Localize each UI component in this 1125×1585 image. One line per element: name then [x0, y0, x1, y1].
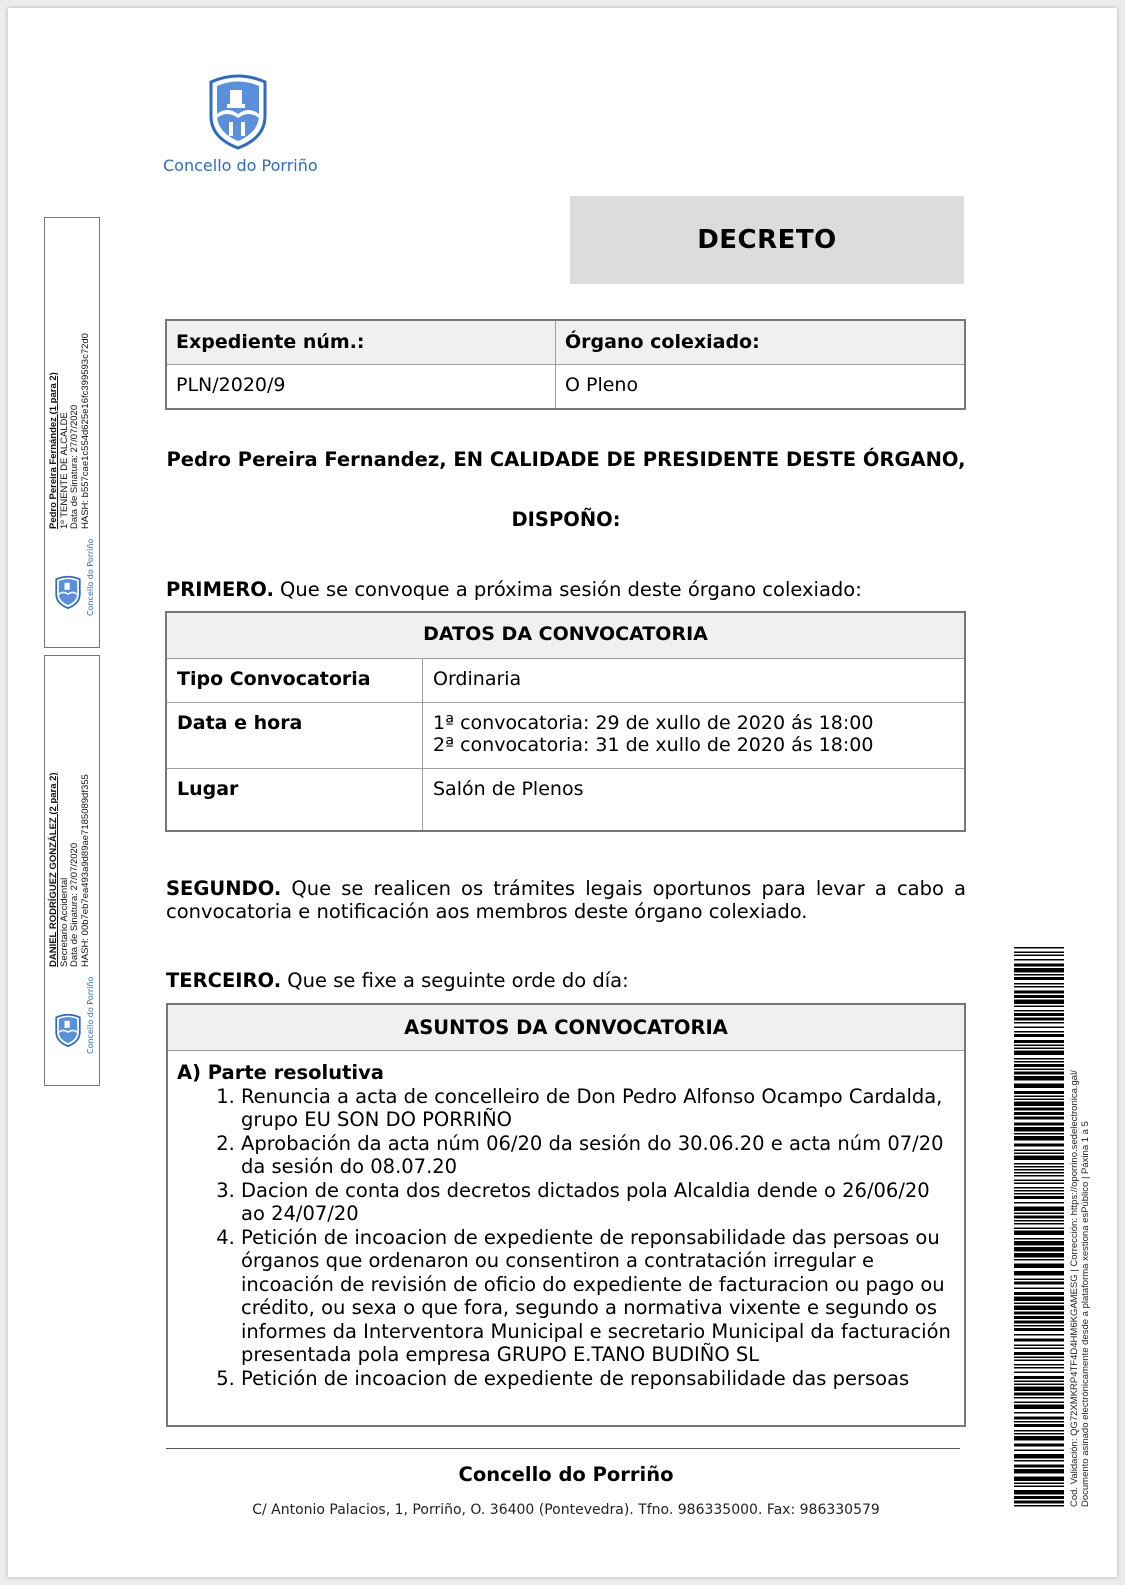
barcode-stripe — [1014, 1483, 1064, 1485]
barcode-stripe — [1014, 1117, 1064, 1120]
barcode-stripe — [1014, 964, 1064, 967]
barcode-stripe — [1014, 1112, 1064, 1115]
barcode-stripe — [1014, 1169, 1064, 1171]
expediente-table — [166, 320, 965, 409]
barcode-stripe — [1014, 1328, 1064, 1331]
asuntos-table — [166, 1003, 966, 1427]
barcode-stripe — [1014, 1360, 1064, 1362]
barcode-stripe — [1014, 1096, 1064, 1098]
footer-divider — [166, 1448, 960, 1449]
primero-label: PRIMERO. — [166, 578, 274, 601]
validation-line-2: Documento asinado electrónicamente desde a plataforma xestiona esPúblico | Páxina 1 a 5 — [1080, 1121, 1091, 1507]
primero-text: Que se convoque a próxima sesión deste órgano colexiado: — [273, 578, 862, 601]
signature-box-1: Pedro Pereira Fernández (1 para 2) 1º TENENTE DE ALCALDE Data de Sinatura: 27/07/2020 HASH: b557cae1c554d625e16fc399593c72d0 Concello do Porriño — [44, 217, 100, 648]
barcode-stripe — [1014, 1444, 1064, 1447]
list-item: 4. Petición de incoacion de expediente de reponsabilidade das persoas ou órganos que ordenaron ou consentiron a contratación irregular e incoación de revisión de oficio do expediente de facturacion ou pago ou crédito, ou sexa o que fora, segundo a normativa vixente e segundo os informes da Interventora Municipal e secretario Municipal da facturación presentada pola empresa GRUPO E.TANO BUDIÑO SL — [241, 1226, 954, 1367]
mini-coat-of-arms-icon — [52, 575, 84, 609]
barcode-stripe — [1014, 1477, 1064, 1482]
terceiro-label: TERCEIRO. — [166, 969, 282, 992]
barcode-stripe — [1014, 1193, 1064, 1195]
barcode-stripe — [1014, 968, 1064, 973]
data-value-first: 1ª convocatoria: 29 de xullo de 2020 ás 18:00 — [433, 712, 874, 734]
barcode-stripe — [1014, 1123, 1064, 1126]
barcode-stripe — [1014, 1306, 1064, 1311]
footer-address: C/ Antonio Palacios, 1, Porriño, O. 36400 (Pontevedra). Tfno. 986335000. Fax: 986330579 — [252, 1502, 880, 1518]
list-item: 5. Petición de incoacion de expediente de reponsabilidade das persoas — [241, 1367, 954, 1391]
barcode-stripe — [1014, 1486, 1064, 1488]
mini-coat-of-arms-icon — [52, 1013, 84, 1047]
barcode-stripe — [1014, 1501, 1064, 1504]
barcode-stripe — [1014, 1460, 1064, 1462]
barcode-stripe — [1014, 1018, 1064, 1021]
tipo-label: Tipo Convocatoria — [167, 659, 423, 703]
barcode-stripe — [1014, 1505, 1064, 1507]
barcode-stripe — [1014, 1325, 1064, 1327]
barcode-stripe — [1014, 1465, 1064, 1468]
barcode-stripe — [1014, 1144, 1064, 1147]
barcode-stripe — [1014, 1010, 1064, 1012]
data-label: Data e hora — [167, 703, 423, 769]
primero-paragraph — [166, 578, 966, 601]
lugar-value: Salón de Plenos — [423, 769, 965, 831]
barcode-stripe — [1014, 1187, 1064, 1189]
barcode-stripe — [1014, 1288, 1064, 1290]
barcode-stripe — [1014, 1345, 1064, 1347]
barcode-stripe — [1014, 1180, 1064, 1182]
barcode-stripe — [1014, 1279, 1064, 1281]
barcode-stripe — [1014, 1312, 1064, 1315]
barcode-stripe — [1014, 1316, 1064, 1319]
barcode-stripe — [1014, 1213, 1064, 1215]
barcode-stripe — [1014, 1357, 1064, 1359]
barcode-stripe — [1014, 1412, 1064, 1414]
expediente-value: PLN/2020/9 — [167, 365, 556, 409]
barcode-stripe — [1014, 1405, 1064, 1410]
expediente-label: Expediente núm.: — [167, 321, 556, 365]
coat-of-arms-icon — [203, 72, 273, 150]
organo-label: Órgano colexiado: — [556, 321, 965, 365]
barcode-stripe — [1014, 952, 1064, 954]
barcode-stripe — [1014, 1031, 1064, 1033]
barcode-stripe — [1014, 1027, 1064, 1029]
barcode-stripe — [1014, 1321, 1064, 1324]
barcode-stripe — [1014, 1216, 1064, 1219]
barcode-stripe — [1014, 1436, 1064, 1441]
barcode-stripe — [1014, 1433, 1064, 1435]
barcode-stripe — [1014, 1064, 1064, 1067]
signature-role-2: Secretario Accidental — [58, 877, 70, 967]
barcode-stripe — [1014, 1241, 1064, 1246]
barcode-stripe — [1014, 1367, 1064, 1369]
document-type-title: DECRETO — [697, 225, 837, 255]
barcode-stripe — [1014, 986, 1064, 988]
convocatoria-header-row — [167, 613, 965, 659]
barcode-stripe — [1014, 1156, 1064, 1161]
validation-text — [1069, 1070, 1091, 1507]
list-item: 1. Renuncia a acta de concelleiro de Don Pedro Alfonso Ocampo Cardalda, grupo EU SON DO PORRIÑO — [241, 1085, 954, 1132]
barcode-stripe — [1014, 1127, 1064, 1132]
terceiro-paragraph — [166, 969, 966, 992]
data-value-second: 2ª convocatoria: 31 de xullo de 2020 ás 18:00 — [433, 734, 874, 756]
barcode-stripe — [1014, 1006, 1064, 1008]
barcode-stripe — [1014, 1292, 1064, 1295]
barcode-stripe — [1014, 1136, 1064, 1141]
barcode-stripe — [1014, 995, 1064, 998]
barcode-stripe — [1014, 947, 1064, 949]
barcode-stripe — [1014, 1048, 1064, 1050]
barcode-stripe — [1014, 1150, 1064, 1152]
segundo-text: Que se realicen os trámites legais oportunos para levar a cabo a convocatoria e notificación aos membros deste órgano colexiado. — [166, 877, 966, 923]
convocatoria-title: DATOS DA CONVOCATORIA — [167, 613, 965, 659]
barcode-stripe — [1014, 1264, 1064, 1269]
barcode-stripe — [1014, 1364, 1064, 1366]
barcode-stripe — [1014, 1022, 1064, 1024]
barcode-stripe — [1014, 1196, 1064, 1199]
barcode-stripe — [1014, 1424, 1064, 1427]
barcode-stripe — [1014, 1393, 1064, 1396]
barcode-stripe — [1014, 991, 1064, 994]
logo-text: Concello do Porriño — [163, 156, 318, 175]
barcode-stripe — [1014, 1175, 1064, 1177]
barcode-stripe — [1014, 1190, 1064, 1192]
signature-name-1: Pedro Pereira Fernández (1 para 2) — [48, 372, 59, 529]
barcode-stripe — [1014, 1454, 1064, 1459]
barcode-stripe — [1014, 1238, 1064, 1240]
segundo-paragraph — [166, 877, 966, 923]
expediente-value-row — [167, 365, 965, 409]
barcode-stripe — [1014, 1166, 1064, 1168]
barcode-stripe — [1014, 1061, 1064, 1063]
list-item: 3. Dacion de conta dos decretos dictados pola Alcaldia dende o 26/06/20 ao 24/07/20 — [241, 1179, 954, 1226]
barcode-stripe — [1014, 1231, 1064, 1236]
barcode-stripe — [1014, 955, 1064, 957]
signature-hash-2: HASH: 00b7eb7ea493a9d89ae7185089df355 — [79, 774, 91, 967]
barcode-stripe — [1014, 1040, 1064, 1043]
barcode-stripe — [1014, 1387, 1064, 1392]
barcode-stripe — [1014, 1271, 1064, 1276]
barcode — [1014, 947, 1064, 1507]
barcode-stripe — [1014, 1172, 1064, 1174]
barcode-stripe — [1014, 1421, 1064, 1423]
barcode-stripe — [1014, 1000, 1064, 1005]
barcode-stripe — [1014, 1376, 1064, 1379]
convocatoria-table — [166, 612, 965, 831]
document-type-banner — [570, 196, 964, 284]
barcode-stripe — [1014, 1450, 1064, 1452]
barcode-stripe — [1014, 1058, 1064, 1060]
barcode-stripe — [1014, 1297, 1064, 1302]
asuntos-body — [168, 1051, 964, 1390]
barcode-stripe — [1014, 1334, 1064, 1336]
barcode-stripe — [1014, 1228, 1064, 1230]
terceiro-text: Que se fixe a seguinte orde do día: — [281, 969, 629, 992]
barcode-stripe — [1014, 1381, 1064, 1383]
barcode-stripe — [1014, 1045, 1064, 1047]
barcode-stripe — [1014, 1183, 1064, 1185]
barcode-stripe — [1014, 1051, 1064, 1056]
barcode-stripe — [1014, 1282, 1064, 1285]
dispono-heading: DISPOÑO: — [511, 508, 621, 531]
barcode-stripe — [1014, 1072, 1064, 1075]
segundo-label: SEGUNDO. — [166, 877, 282, 900]
lugar-row — [167, 769, 965, 831]
signature-role-1: 1º TENENTE DE ALCALDE — [58, 412, 70, 529]
barcode-stripe — [1014, 959, 1064, 961]
parte-resolutiva-heading: A) Parte resolutiva — [177, 1061, 384, 1084]
barcode-stripe — [1014, 1430, 1064, 1432]
expediente-header-row — [167, 321, 965, 365]
barcode-stripe — [1014, 1133, 1064, 1135]
barcode-stripe — [1014, 1108, 1064, 1111]
barcode-stripe — [1014, 1348, 1064, 1350]
presidente-line: Pedro Pereira Fernandez, EN CALIDADE DE PRESIDENTE DESTE ÓRGANO, — [166, 448, 966, 471]
barcode-stripe — [1014, 1253, 1064, 1258]
organo-value: O Pleno — [556, 365, 965, 409]
barcode-stripe — [1014, 1034, 1064, 1037]
barcode-stripe — [1014, 1469, 1064, 1474]
asuntos-list — [177, 1085, 954, 1391]
barcode-stripe — [1014, 1153, 1064, 1155]
barcode-stripe — [1014, 1384, 1064, 1386]
barcode-stripe — [1014, 1496, 1064, 1499]
barcode-stripe — [1014, 1490, 1064, 1495]
barcode-stripe — [1014, 1402, 1064, 1404]
barcode-stripe — [1014, 1259, 1064, 1261]
barcode-stripe — [1014, 1417, 1064, 1420]
signature-box-2: DANIEL RODRÍGUEZ GONZÁLEZ (2 para 2) Secretario Accidental Data de Sinatura: 27/07/2020 HASH: 00b7eb7ea493a9d89ae7185089df355 Concello do Porriño — [44, 655, 100, 1086]
barcode-stripe — [1014, 1013, 1064, 1016]
barcode-stripe — [1014, 1223, 1064, 1225]
lugar-label: Lugar — [167, 769, 423, 831]
list-item: 2. Aprobación da acta núm 06/20 da sesión do 30.06.20 e acta núm 07/20 da sesión do 08.07.20 — [241, 1132, 954, 1179]
asuntos-title: ASUNTOS DA CONVOCATORIA — [168, 1005, 964, 1051]
barcode-stripe — [1014, 1247, 1064, 1252]
barcode-stripe — [1014, 1091, 1064, 1094]
header-logo — [163, 72, 318, 175]
barcode-stripe — [1014, 1084, 1064, 1089]
barcode-stripe — [1014, 1202, 1064, 1204]
validation-line-1: Cod. Validación: QG72XMKRP4TF4D4HM6KGAMESG | Corrección: https://oporrino.sedelectronica.gal/ — [1069, 1070, 1080, 1507]
barcode-stripe — [1014, 983, 1064, 985]
signature-name-2: DANIEL RODRÍGUEZ GONZÁLEZ (2 para 2) — [48, 772, 59, 967]
barcode-stripe — [1014, 1339, 1064, 1342]
barcode-stripe — [1014, 1303, 1064, 1305]
barcode-stripe — [1014, 974, 1064, 976]
barcode-stripe — [1014, 1076, 1064, 1081]
data-value — [423, 703, 965, 769]
signature-date-1: Data de Sinatura: 27/07/2020 — [69, 404, 80, 529]
barcode-stripe — [1014, 1163, 1064, 1165]
signature-date-2: Data de Sinatura: 27/07/2020 — [69, 842, 80, 967]
barcode-stripe — [1014, 1207, 1064, 1212]
data-row — [167, 703, 965, 769]
barcode-stripe — [1014, 1069, 1064, 1071]
barcode-stripe — [1014, 977, 1064, 980]
tipo-row — [167, 659, 965, 703]
footer-title: Concello do Porriño — [458, 1463, 674, 1486]
barcode-stripe — [1014, 1372, 1064, 1374]
barcode-stripe — [1014, 1220, 1064, 1222]
barcode-stripe — [1014, 1102, 1064, 1107]
barcode-stripe — [1014, 1397, 1064, 1399]
barcode-stripe — [1014, 1352, 1064, 1355]
tipo-value: Ordinaria — [423, 659, 965, 703]
signature-hash-1: HASH: b557cae1c554d625e16fc399593c72d0 — [79, 333, 91, 529]
barcode-stripe — [1014, 1099, 1064, 1101]
